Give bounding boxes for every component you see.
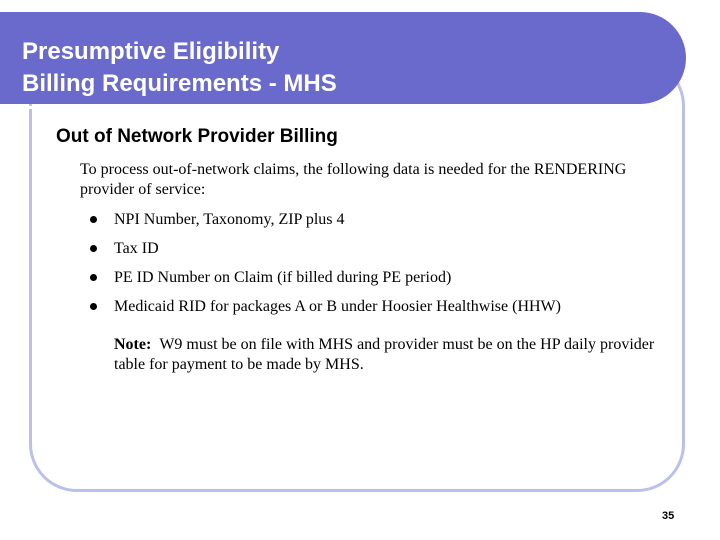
- list-item: [90, 297, 690, 326]
- list-item: [90, 210, 690, 239]
- title-banner: [0, 12, 686, 104]
- list-item-text: PE ID Number on Claim (if billed during PE period): [114, 269, 452, 286]
- list-item-text: NPI Number, Taxonomy, ZIP plus 4: [114, 211, 345, 228]
- list-item: [90, 268, 690, 297]
- page-number: 35: [662, 510, 675, 522]
- requirements-list: [90, 210, 690, 326]
- slide-title: [22, 36, 337, 100]
- list-item-text: Tax ID: [114, 240, 159, 257]
- bullet-icon: [90, 274, 97, 281]
- note-paragraph: [114, 335, 674, 375]
- list-item-text: Medicaid RID for packages A or B under Hoosier Healthwise (HHW): [114, 298, 561, 315]
- section-heading: Out of Network Provider Billing: [56, 126, 338, 147]
- intro-text: To process out-of-network claims, the following data is needed for the RENDERING provider of service:: [80, 161, 627, 198]
- bullet-icon: [90, 245, 97, 252]
- slide-title-line-2: Billing Requirements - MHS: [22, 70, 337, 97]
- slide-title-line-1: Presumptive Eligibility: [22, 38, 280, 65]
- banner-divider: [0, 106, 636, 109]
- bullet-icon: [90, 303, 97, 310]
- note-label: Note:: [114, 336, 152, 353]
- note-text: W9 must be on file with MHS and provider must be on the HP daily provider table for payment to be made by MHS.: [114, 336, 655, 373]
- bullet-icon: [90, 216, 97, 223]
- list-item: [90, 239, 690, 268]
